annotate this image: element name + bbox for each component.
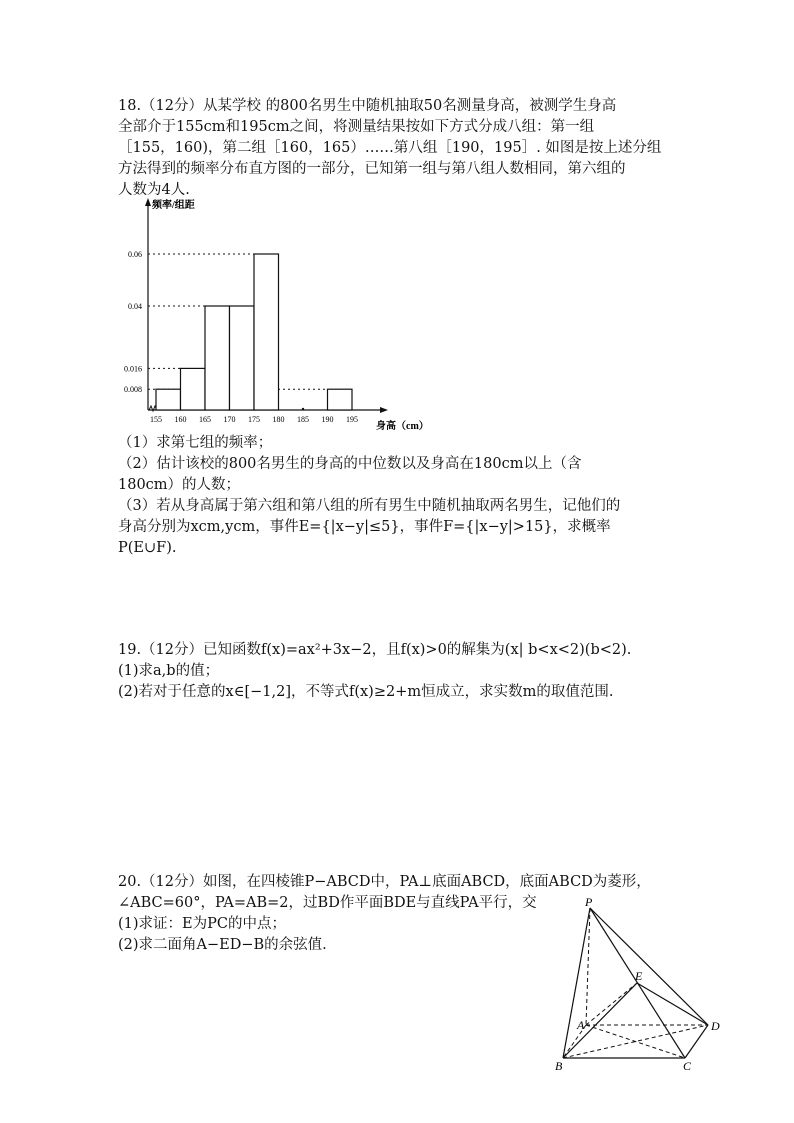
q18-part-3-cont: 身高分别为xcm,ycm，事件E={|x−y|≤5}，事件F={|x−y|>15}，求概率	[118, 519, 611, 535]
y-tick-label: 0.008	[124, 385, 142, 395]
q19-line-1: 19.（12分）已知函数f(x)=ax²+3x−2，且f(x)>0的解集为(x| b<x<2)(b<2).	[118, 642, 632, 658]
label-a: A	[577, 1018, 585, 1032]
y-axis-label: 频率/组距	[152, 200, 195, 211]
y-tick-label: 0.016	[124, 364, 142, 374]
label-d: D	[711, 1019, 720, 1033]
y-tick-label: 0.06	[128, 250, 142, 259]
edge-pd	[590, 908, 708, 1025]
histogram-bar	[205, 306, 230, 410]
question-18	[118, 96, 688, 201]
question-18-parts	[118, 433, 688, 559]
q18-part-1: （1）求第七组的频率；	[118, 435, 273, 451]
histogram-bar	[181, 368, 206, 410]
x-tick-label: 195	[346, 415, 358, 424]
x-tick-label: 160	[174, 415, 187, 424]
histogram-bar	[254, 254, 279, 410]
x-tick-label: 190	[321, 415, 334, 424]
q18-part-2: （2）估计该校的800名男生的身高的中位数以及身高在180cm以上（含	[118, 456, 582, 472]
x-axis-dot	[302, 408, 304, 410]
y-axis-arrow	[145, 198, 151, 206]
x-tick-label: 175	[248, 415, 260, 424]
edge-ac	[586, 1025, 685, 1058]
q18-part-3: （3）若从身高属于第六组和第八组的所有男生中随机抽取两名男生，记他们的	[118, 498, 621, 514]
q19-part-2: (2)若对于任意的x∈[−1,2]，不等式f(x)≥2+m恒成立，求实数m的取值范围.	[118, 684, 614, 700]
y-tick-label: 0.04	[128, 302, 142, 311]
q20-part-2: (2)求二面角A−ED−B的余弦值.	[118, 937, 327, 953]
q18-line-2: 全部介于155cm和195cm之间，将测量结果按如下方式分成八组：第一组	[118, 119, 595, 135]
x-tick-label: 155	[150, 415, 162, 424]
label-p: P	[585, 898, 593, 909]
x-axis-label: 身高（cm）	[376, 421, 429, 432]
label-e: E	[635, 969, 643, 983]
x-tick-label: 185	[297, 415, 309, 424]
histogram-bar	[328, 389, 353, 410]
q18-line-5: 人数为4人.	[118, 182, 190, 198]
edge-ae	[586, 983, 637, 1025]
histogram-bar	[156, 389, 181, 410]
x-tick-label: 170	[223, 415, 236, 424]
question-19	[118, 640, 688, 703]
label-c: C	[683, 1059, 692, 1073]
q18-line-3: ［155，160)，第二组［160，165）……第八组［190，195］. 如图是按上述分组	[118, 140, 662, 156]
histogram-bar	[230, 306, 255, 410]
q18-part-2-cont: 180cm）的人数；	[118, 477, 241, 493]
pyramid-figure	[545, 898, 735, 1078]
x-axis-arrow	[380, 407, 388, 413]
q20-line-1: 20.（12分）如图，在四棱锥P−ABCD中，PA⊥底面ABCD，底面ABCD为菱形，	[118, 874, 651, 890]
label-b: B	[555, 1059, 563, 1073]
q19-part-1: (1)求a,b的值；	[118, 663, 220, 679]
q20-line-2: ∠ABC=60°，PA=AB=2，过BD作平面BDE与直线PA平行，交	[118, 895, 537, 911]
q20-part-1: (1)求证：E为PC的中点；	[118, 916, 286, 932]
q18-line-4: 方法得到的频率分布直方图的一部分，已知第一组与第八组人数相同，第六组的	[118, 161, 626, 177]
q18-line-1: 18.（12分）从某学校 的800名男生中随机抽取50名测量身高，被测学生身高	[118, 98, 617, 114]
x-tick-label: 180	[272, 415, 285, 424]
histogram-chart	[118, 196, 458, 436]
q18-part-3-end: P(E∪F).	[118, 540, 177, 556]
x-tick-label: 165	[199, 415, 211, 424]
